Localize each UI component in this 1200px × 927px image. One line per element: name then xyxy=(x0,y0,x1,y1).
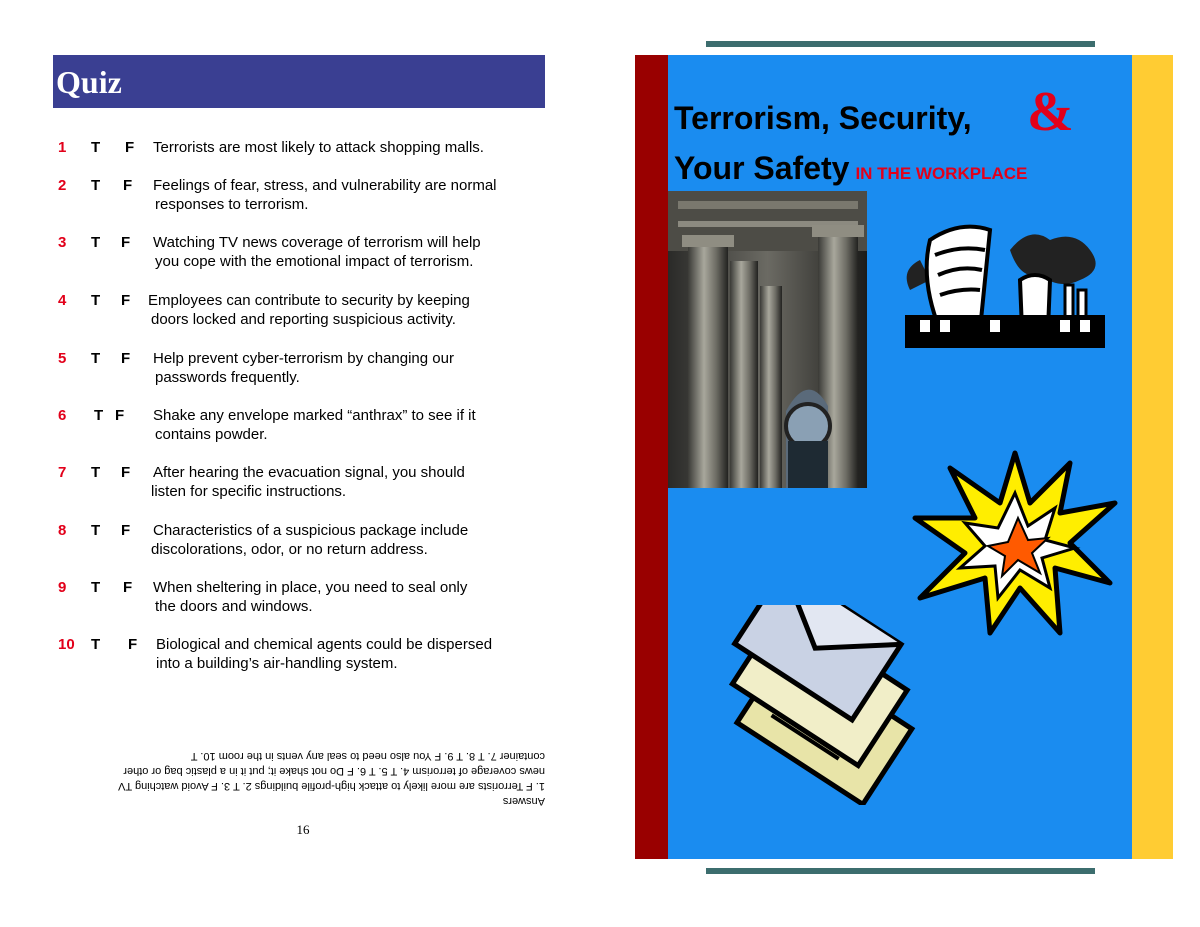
question-number: 2 xyxy=(58,177,67,194)
false-option: F xyxy=(121,350,131,367)
answer-key-line: container 7. T 8. T 9. F You also need to seal any vents in the room 10. T xyxy=(190,750,545,762)
cover-ampersand: & xyxy=(1027,81,1074,143)
question-text-continued: doors locked and reporting suspicious activity. xyxy=(151,311,456,328)
question-number: 4 xyxy=(58,292,67,309)
false-option: F xyxy=(121,522,131,539)
question-text: Feelings of fear, stress, and vulnerability are normal xyxy=(153,177,497,194)
question-number: 3 xyxy=(58,234,67,251)
question-number: 10 xyxy=(58,636,75,653)
question-text: Shake any envelope marked “anthrax” to see if it xyxy=(153,407,476,424)
question-text-continued: you cope with the emotional impact of terrorism. xyxy=(155,253,474,270)
question-text-continued: discolorations, odor, or no return address. xyxy=(151,541,428,558)
explosion-icon xyxy=(910,448,1120,638)
true-option: T xyxy=(91,139,101,156)
question-number: 7 xyxy=(58,464,67,481)
true-option: T xyxy=(91,636,101,653)
question-text: Terrorists are most likely to attack shopping malls. xyxy=(153,139,484,156)
question-text-continued: into a building’s air-handling system. xyxy=(156,655,398,672)
question-text: Employees can contribute to security by keeping xyxy=(148,292,470,309)
question-number: 8 xyxy=(58,522,67,539)
cover-title-sub: IN THE WORKPLACE xyxy=(855,164,1028,183)
false-option: F xyxy=(125,139,135,156)
answer-key-line: news coverage of terrorism 4. T 5. T 6. F Do not shake it; put it in a plastic bag or other xyxy=(123,765,545,777)
question-text: After hearing the evacuation signal, you should xyxy=(153,464,465,481)
question-text-continued: listen for specific instructions. xyxy=(151,483,347,500)
bottom-rule xyxy=(706,868,1095,874)
envelopes-icon xyxy=(705,605,935,805)
true-option: T xyxy=(91,579,101,596)
question-text: Help prevent cyber-terrorism by changing our xyxy=(153,350,454,367)
true-option: T xyxy=(91,234,101,251)
question-text-continued: passwords frequently. xyxy=(155,369,300,386)
answer-key-line: 1. F Terrorists are more likely to attack high-profile buildings 2. T 3. F Avoid watching TV xyxy=(118,780,545,792)
answer-key-inverted xyxy=(105,748,545,808)
true-option: T xyxy=(91,522,101,539)
building-columns-photo xyxy=(668,191,867,488)
true-option: T xyxy=(91,464,101,481)
question-number: 1 xyxy=(58,139,67,156)
true-option: T xyxy=(94,407,104,424)
cover-title-main: Your Safety xyxy=(674,150,850,186)
page-number: 16 xyxy=(296,822,310,837)
false-option: F xyxy=(121,464,131,481)
question-text: When sheltering in place, you need to seal only xyxy=(153,579,468,596)
factory-icon xyxy=(900,220,1106,350)
question-number: 5 xyxy=(58,350,67,367)
question-text: Watching TV news coverage of terrorism will help xyxy=(153,234,481,251)
false-option: F xyxy=(115,407,125,424)
true-option: T xyxy=(91,292,101,309)
false-option: F xyxy=(123,177,133,194)
true-option: T xyxy=(91,177,101,194)
question-text-continued: the doors and windows. xyxy=(155,598,313,615)
quiz-heading: Quiz xyxy=(56,64,122,100)
false-option: F xyxy=(121,234,131,251)
question-text-continued: responses to terrorism. xyxy=(155,196,309,213)
question-text: Characteristics of a suspicious package include xyxy=(153,522,469,539)
cover-title-line2 xyxy=(674,148,1027,195)
top-rule xyxy=(706,41,1095,47)
cover-title-line1: Terrorism, Security, xyxy=(674,100,972,136)
answer-key-heading: Answers xyxy=(502,795,545,807)
false-option: F xyxy=(121,292,131,309)
red-side-stripe xyxy=(635,55,668,859)
false-option: F xyxy=(123,579,133,596)
question-text-continued: contains powder. xyxy=(155,426,268,443)
yellow-side-stripe xyxy=(1132,55,1173,859)
question-number: 9 xyxy=(58,579,67,596)
false-option: F xyxy=(128,636,138,653)
true-option: T xyxy=(91,350,101,367)
question-number: 6 xyxy=(58,407,67,424)
quiz-heading-bar xyxy=(53,55,545,108)
question-text: Biological and chemical agents could be dispersed xyxy=(156,636,493,653)
